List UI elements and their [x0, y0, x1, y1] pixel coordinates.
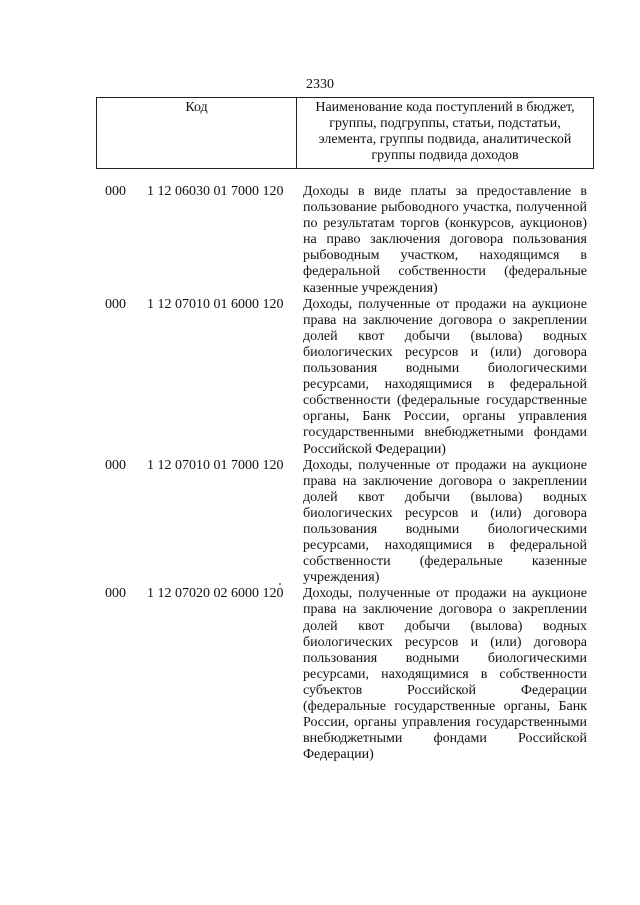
code-column-header: Код: [97, 98, 297, 168]
table-row: [0, 297, 640, 458]
entry-prefix: 000: [105, 296, 126, 312]
entries-list: [0, 184, 640, 763]
page-number: 2330: [306, 77, 334, 92]
scan-speck: [279, 583, 281, 585]
name-column-header: Наименование кода поступлений в бюджет, группы, подгруппы, статьи, подстатьи, элемента, группы подвида, аналитической группы подвида доходов: [315, 100, 575, 163]
entry-code: 1 12 06030 01 7000 120: [147, 184, 284, 199]
entry-description: Доходы, полученные от продажи на аукционе права на заключение договора о закреплении долей квот добычи (вылова) водных биологических ресурсов и (или) договора пользования водными биологическими ресурсами, находящимися в федеральной собственности (федеральные казенные учреждения): [303, 457, 587, 586]
entry-description: Доходы, полученные от продажи на аукционе права на заключение договора о закреплении долей квот добычи (вылова) водных биологических ресурсов и (или) договора пользования водными биологическими ресурсами, находящимися в собственности субъектов Российской Федерации (федеральные государственные органы, Банк России, органы управления государственными внебюджетными фондами Российской Федерации): [303, 586, 587, 763]
entry-code: 1 12 07010 01 6000 120: [147, 296, 284, 312]
table-row: [0, 184, 640, 297]
entry-prefix: 000: [105, 586, 126, 602]
entry-description: Доходы в виде платы за предоставление в пользование рыбоводного участка, полученной по результатам торгов (конкурсов, аукционов) на право заключения договора пользования рыбоводным участком, находящимся в федеральной собственности (федеральные казенные учреждения): [303, 184, 587, 296]
entry-code: 1 12 07020 02 6000 120: [147, 586, 284, 602]
entry-code: 1 12 07010 01 7000 120: [147, 457, 284, 473]
table-row: [0, 458, 640, 587]
entry-prefix: 000: [105, 184, 126, 199]
table-header: [96, 97, 594, 169]
entry-description: Доходы, полученные от продажи на аукционе права на заключение договора о закреплении долей квот добычи (вылова) водных биологических ресурсов и (или) договора пользования водными биологическими ресурсами, находящимися в федеральной собственности (федеральные государственные органы, Банк России, органы управления государственными внебюджетными фондами Российской Федерации): [303, 296, 587, 457]
table-row: [0, 586, 640, 763]
entry-prefix: 000: [105, 457, 126, 473]
